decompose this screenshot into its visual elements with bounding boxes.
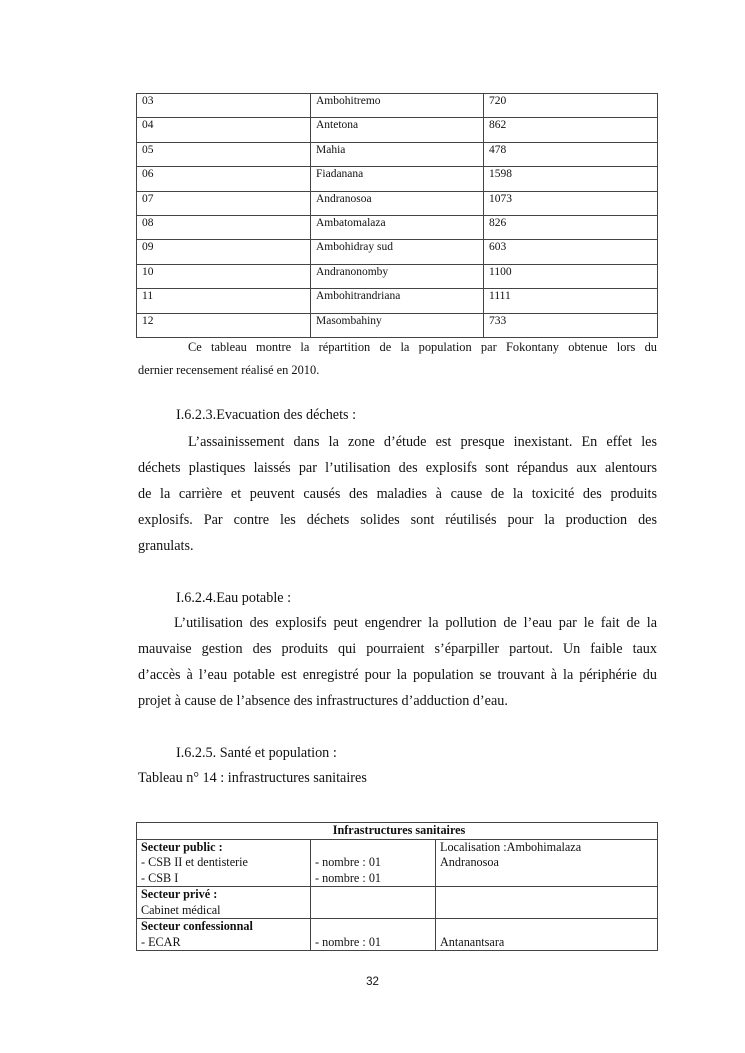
table-row: [137, 313, 658, 337]
paragraph-line: de la carrière et peuvent causés des maladies à cause de la toxicité des produits: [138, 486, 657, 502]
population-cell: 1073: [484, 191, 658, 215]
public-sector-count-cell: [311, 839, 436, 887]
table-row: [137, 167, 658, 191]
confessional-sector-count: - nombre : 01: [315, 934, 382, 949]
sanitary-table: [136, 822, 658, 951]
table-row: [137, 887, 658, 919]
table-row: [137, 919, 658, 951]
population-cell: 1111: [484, 289, 658, 313]
public-sector-location: Andranosoa: [440, 855, 499, 869]
table-caption-line-2: dernier recensement réalisé en 2010.: [138, 363, 320, 377]
population-cell: 1100: [484, 264, 658, 288]
paragraph-line: mauvaise gestion des produits qui pourraient s’éparpiller partout. Un faible taux: [138, 641, 657, 657]
confessional-sector-count-cell: [311, 919, 436, 951]
fokontany-name-cell: Masombahiny: [311, 313, 484, 337]
fokontany-number-cell: 04: [137, 118, 311, 142]
private-sector-count-cell: [311, 887, 436, 919]
confessional-sector-location-cell: [436, 919, 658, 951]
public-sector-location-cell: [436, 839, 658, 887]
public-sector-title: Secteur public :: [141, 839, 223, 854]
population-table-body: [137, 94, 658, 338]
fokontany-name-cell: Mahia: [311, 142, 484, 166]
table-row: [137, 142, 658, 166]
paragraph-line: explosifs. Par contre les déchets solides sont réutilisés pour la production des: [138, 512, 657, 528]
public-sector-location: Localisation :Ambohimalaza: [440, 839, 582, 854]
fokontany-number-cell: 06: [137, 167, 311, 191]
fokontany-name-cell: Fiadanana: [311, 167, 484, 191]
table-row: [137, 289, 658, 313]
paragraph-line: L’assainissement dans la zone d’étude est presque inexistant. En effet les: [188, 434, 657, 450]
fokontany-name-cell: Antetona: [311, 118, 484, 142]
fokontany-number-cell: 08: [137, 215, 311, 239]
confessional-sector-cell: [137, 919, 311, 951]
fokontany-number-cell: 12: [137, 313, 311, 337]
sanitary-table-caption: Tableau n° 14 : infrastructures sanitaires: [138, 770, 367, 786]
fokontany-name-cell: Andranonomby: [311, 264, 484, 288]
sanitary-table-header: Infrastructures sanitaires: [137, 823, 658, 840]
public-sector-item: - CSB II et dentisterie: [141, 855, 248, 869]
public-sector-count: - nombre : 01: [315, 870, 382, 885]
section-heading-eau-potable: I.6.2.4.Eau potable :: [176, 590, 292, 606]
population-table: [136, 93, 658, 338]
population-cell: 720: [484, 94, 658, 118]
table-row: [137, 264, 658, 288]
population-cell: 603: [484, 240, 658, 264]
fokontany-number-cell: 10: [137, 264, 311, 288]
fokontany-number-cell: 11: [137, 289, 311, 313]
paragraph-line: granulats.: [138, 538, 194, 554]
public-sector-item: - CSB I: [141, 870, 179, 885]
private-sector-item: Cabinet médical: [141, 902, 221, 917]
paragraph-line: L’utilisation des explosifs peut engendrer la pollution de l’eau par le fait de la: [174, 615, 657, 631]
fokontany-name-cell: Ambohitrandriana: [311, 289, 484, 313]
table-row: [137, 839, 658, 887]
confessional-sector-item: - ECAR: [141, 934, 181, 949]
fokontany-number-cell: 07: [137, 191, 311, 215]
population-cell: 733: [484, 313, 658, 337]
public-sector-cell: [137, 839, 311, 887]
fokontany-name-cell: Ambohidray sud: [311, 240, 484, 264]
table-row: [137, 118, 658, 142]
paragraph-line: projet à cause de l’absence des infrastructures d’adduction d’eau.: [138, 693, 508, 709]
table-row: [137, 191, 658, 215]
private-sector-title: Secteur privé :: [141, 887, 218, 901]
population-cell: 478: [484, 142, 658, 166]
confessional-sector-location: Antanantsara: [440, 934, 505, 949]
fokontany-number-cell: 03: [137, 94, 311, 118]
fokontany-number-cell: 05: [137, 142, 311, 166]
population-cell: 1598: [484, 167, 658, 191]
private-sector-location-cell: [436, 887, 658, 919]
table-row: [137, 215, 658, 239]
fokontany-name-cell: Ambatomalaza: [311, 215, 484, 239]
paragraph-line: déchets plastiques laissés par l’utilisation des explosifs sont répandus aux alentours: [138, 460, 657, 476]
page-number: 32: [366, 976, 379, 988]
table-caption-line-1: Ce tableau montre la répartition de la population par Fokontany obtenue lors du: [188, 340, 657, 354]
table-row: [137, 823, 658, 840]
paragraph-line: d’accès à l’eau potable est enregistré pour la population se trouvant à la périphérie du: [138, 667, 657, 683]
section-heading-dechets: I.6.2.3.Evacuation des déchets :: [176, 407, 357, 423]
population-cell: 826: [484, 215, 658, 239]
confessional-sector-title: Secteur confessionnal: [141, 919, 253, 933]
table-row: [137, 94, 658, 118]
fokontany-number-cell: 09: [137, 240, 311, 264]
fokontany-name-cell: Ambohitremo: [311, 94, 484, 118]
table-row: [137, 240, 658, 264]
fokontany-name-cell: Andranosoa: [311, 191, 484, 215]
public-sector-count: - nombre : 01: [315, 855, 382, 869]
population-cell: 862: [484, 118, 658, 142]
section-heading-sante: I.6.2.5. Santé et population :: [176, 745, 337, 761]
private-sector-cell: [137, 887, 311, 919]
